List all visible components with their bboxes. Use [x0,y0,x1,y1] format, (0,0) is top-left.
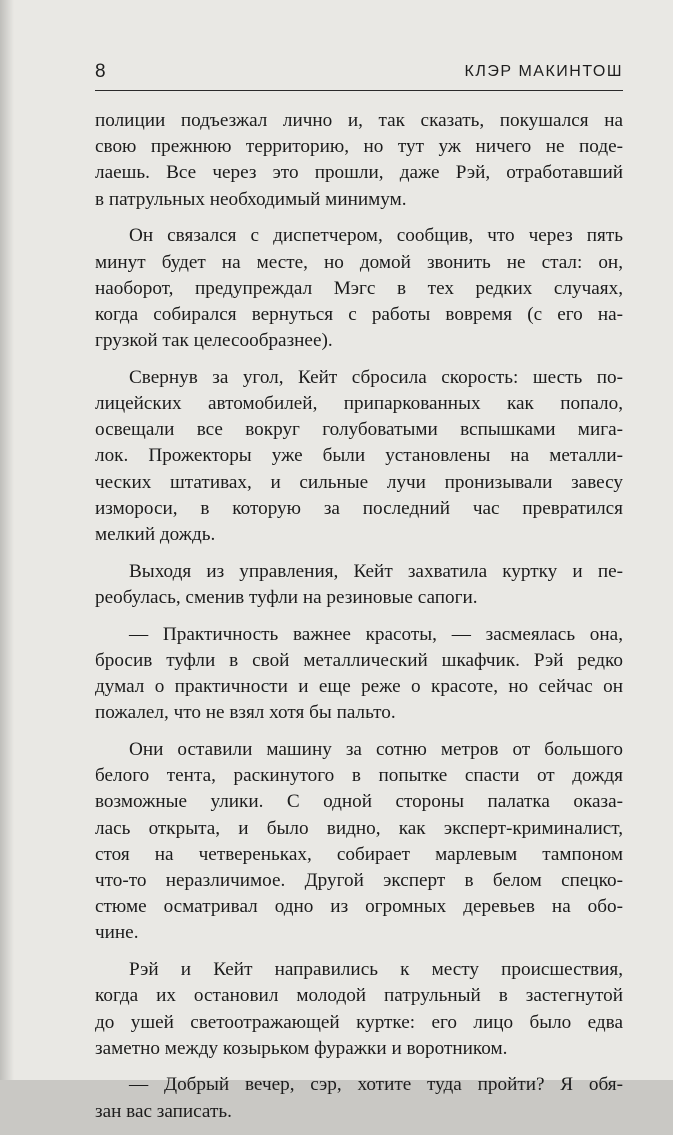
page-number: 8 [95,61,106,82]
page-gutter-shadow [0,0,14,1080]
text-line: — Практичность важнее красоты, — засмеялась она, [129,623,623,645]
body-text [95,108,623,1135]
text-line: лок. Прожекторы уже были установлены на металли- [95,445,623,467]
paragraph [95,223,623,354]
paragraph [95,957,623,1062]
text-line: измороси, в которую за последний час превратился [95,497,623,519]
text-line: — Добрый вечер, сэр, хотите туда пройти? Я обя- [129,1074,623,1096]
text-line: лицейских автомобилей, припаркованных как попало, [95,393,623,415]
text-line: белого тента, раскинутого в попытке спасти от дождя [95,765,623,787]
text-line: лась открыта, и было видно, как эксперт-криминалист, [95,817,623,839]
text-line: чине. [95,922,139,944]
text-line: наоборот, предупреждал Мэгс в тех редких случаях, [95,277,623,299]
text-line: ческих штативах, и сильные лучи пронизывали завесу [95,471,623,493]
text-line: заметно между козырьком фуражки и воротником. [95,1037,508,1059]
text-line: Он связался с диспетчером, сообщив, что через пять [129,225,623,247]
text-line: Рэй и Кейт направились к месту происшествия, [129,959,623,981]
running-head [95,56,623,91]
text-line: Они оставили машину за сотню метров от большого [129,738,623,760]
running-title: КЛЭР МАКИНТОШ [464,63,623,80]
text-line: минут будет на месте, но домой звонить не стал: он, [95,251,623,273]
paragraph [95,559,623,611]
text-line: реобулась, сменив туфли на резиновые сапоги. [95,586,478,608]
text-line: Свернув за угол, Кейт сбросила скорость: шесть по- [129,366,623,388]
paragraph [95,622,623,727]
text-line: когда их остановил молодой патрульный в застегнутой [95,985,623,1007]
text-line: грузкой так целесообразнее). [95,330,333,352]
paragraph [95,737,623,947]
paragraph [95,108,623,213]
text-line: стоя на четвереньках, собирает марлевым тампоном [95,843,623,865]
text-line: когда собирался вернуться с работы вовремя (с его на- [95,303,623,325]
text-line: стюме осматривал одно из огромных деревьев на обо- [95,896,623,918]
text-line: освещали все вокруг голубоватыми вспышками мига- [95,419,623,441]
text-line: лаешь. Все через это прошли, даже Рэй, отработавший [95,162,623,184]
text-line: возможные улики. С одной стороны палатка оказа- [95,791,623,813]
paragraph [95,1072,623,1124]
paragraph [95,365,623,548]
text-line: полиции подъезжал лично и, так сказать, покушался на [95,110,623,131]
text-line: в патрульных необходимый минимум. [95,188,407,210]
text-line: до ушей светоотражающей куртке: его лицо было едва [95,1011,623,1033]
text-line: думал о практичности и еще реже о красоте, но сейчас он [95,676,623,698]
text-line: свою прежнюю территорию, но тут уж ничего не поде- [95,136,623,158]
text-line: зан вас записать. [95,1100,232,1122]
text-line: бросив туфли в свой металлический шкафчик. Рэй редко [95,649,623,671]
text-line: пожалел, что не взял хотя бы пальто. [95,702,396,724]
text-line: что-то неразличимое. Другой эксперт в белом спецко- [95,869,623,891]
text-line: Выходя из управления, Кейт захватила куртку и пе- [129,560,623,582]
text-line: мелкий дождь. [95,524,216,546]
